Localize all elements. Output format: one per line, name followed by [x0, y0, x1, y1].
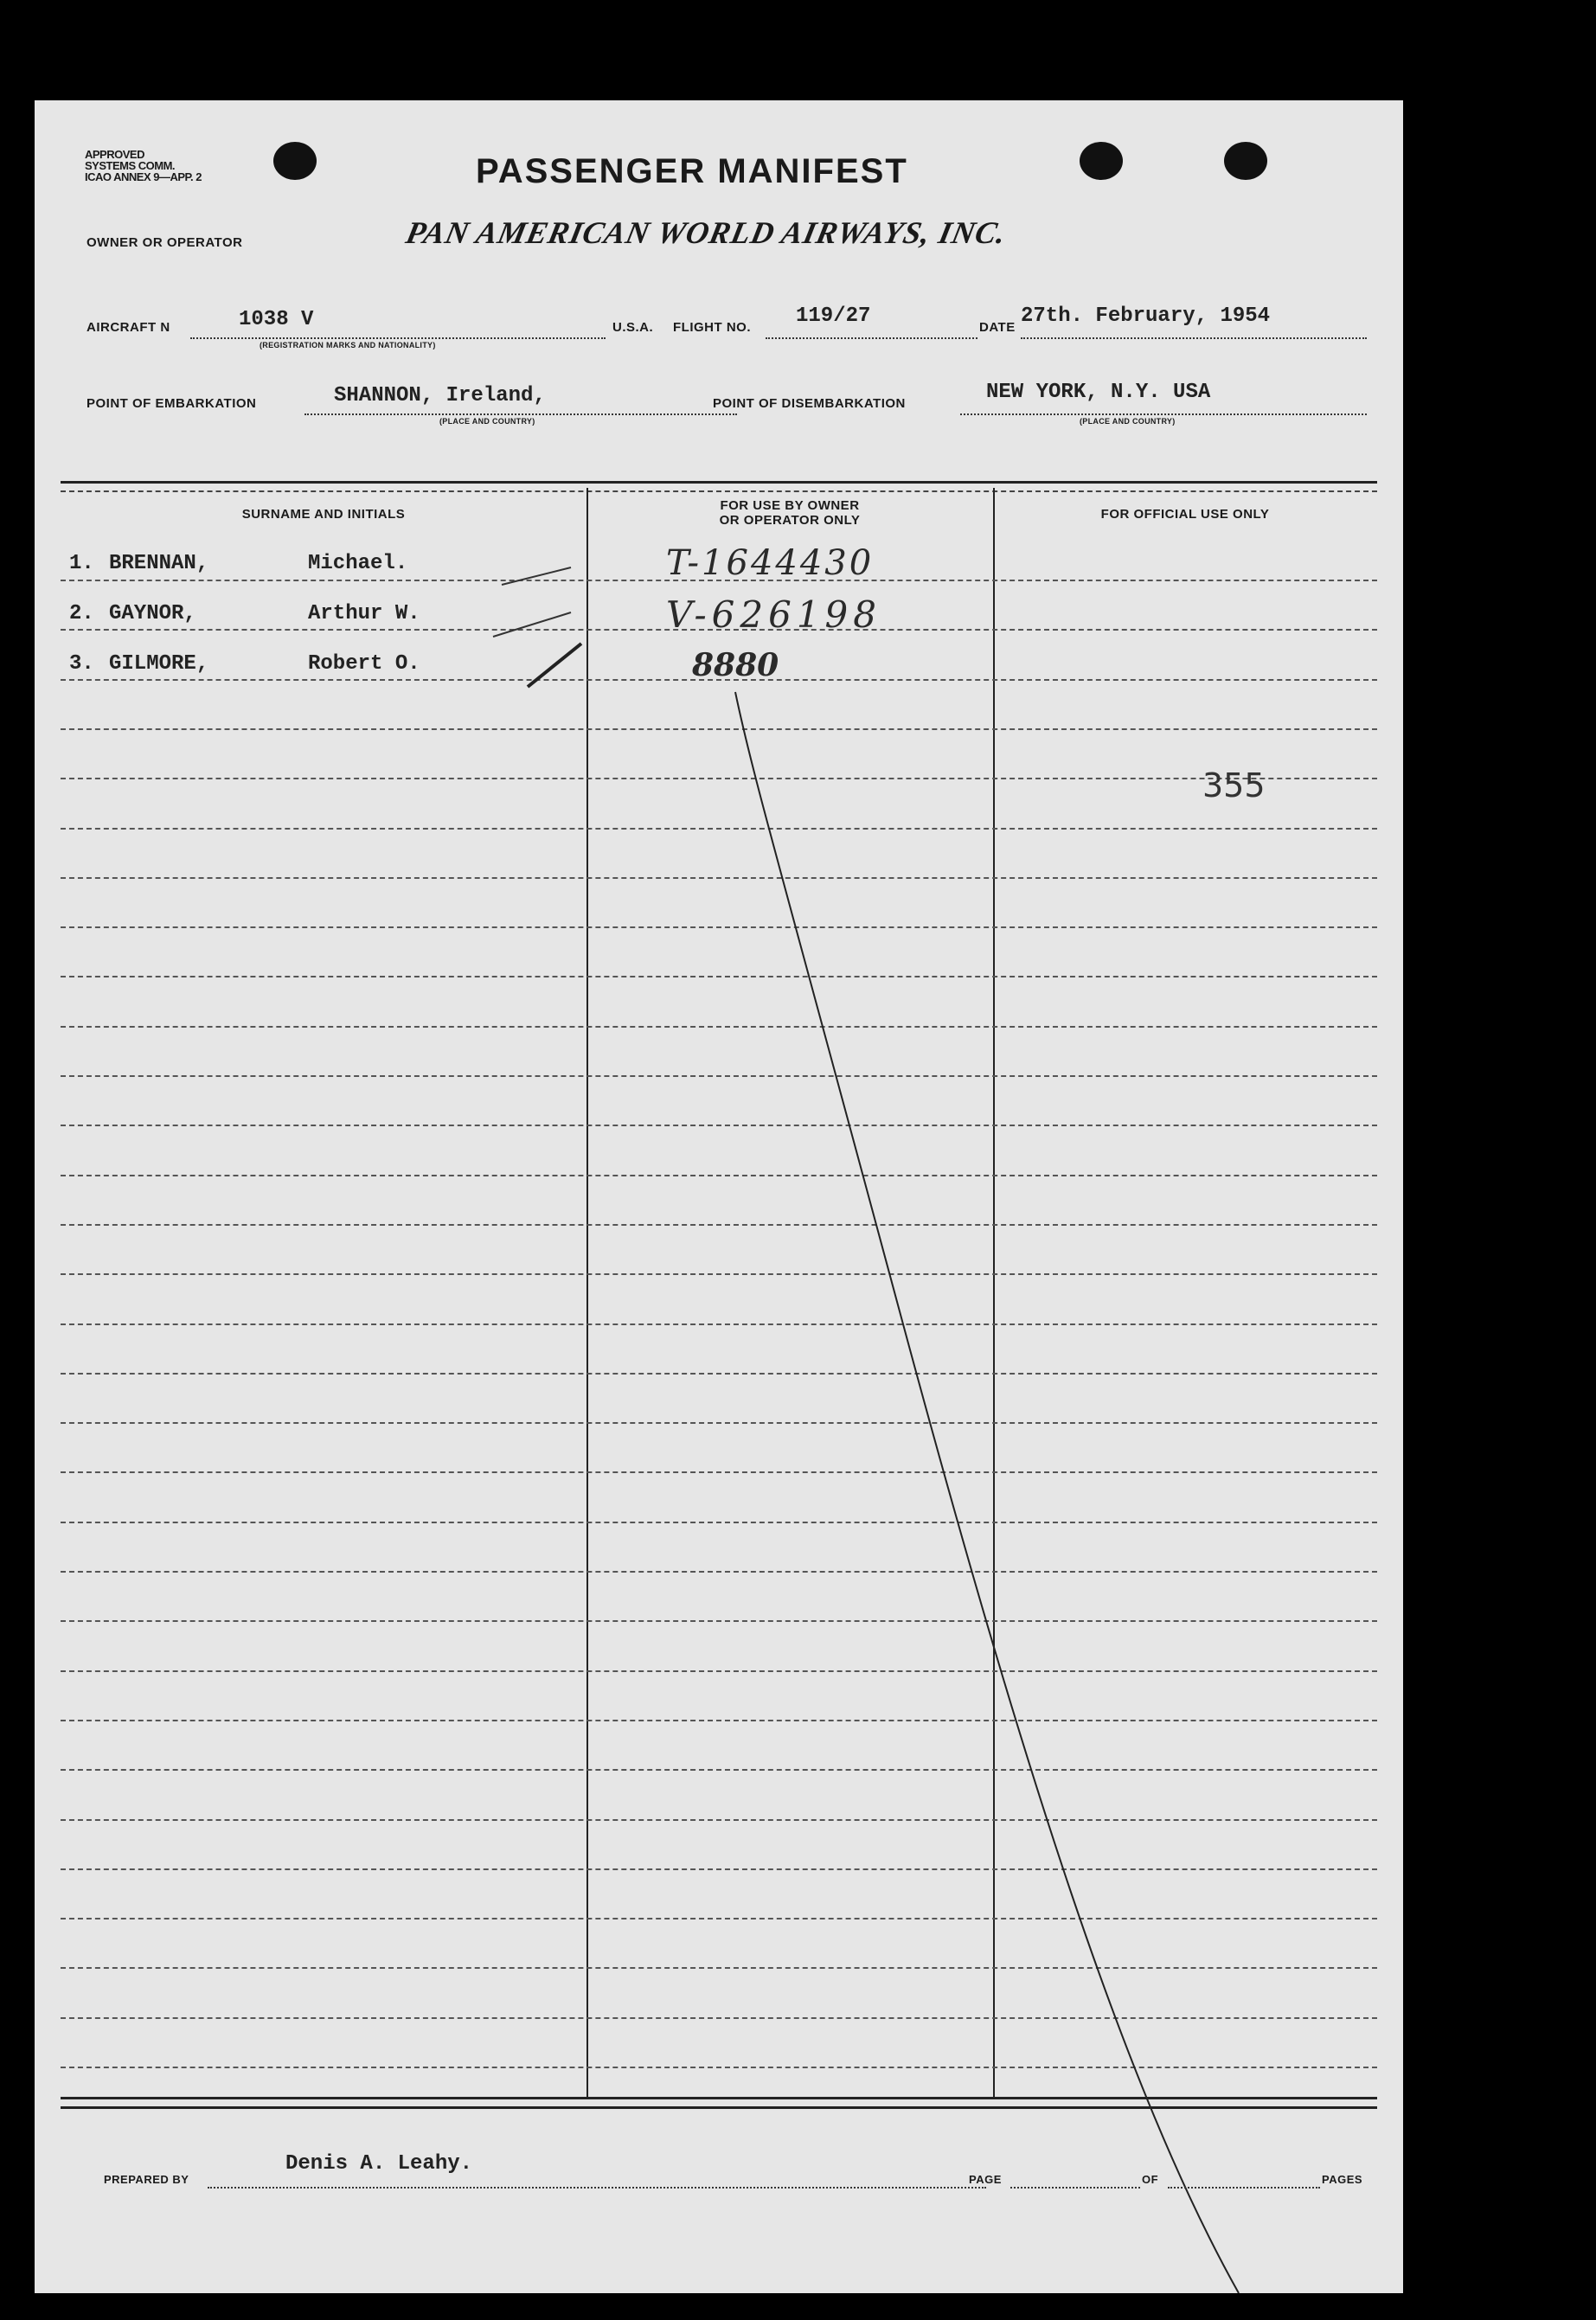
- passenger-2-code: V-626198: [666, 593, 881, 636]
- manifest-sheet: [35, 100, 1403, 2293]
- row-rule: [61, 1720, 1377, 1721]
- prepared-value: Denis A. Leahy.: [285, 2152, 473, 2176]
- embark-caption: (PLACE AND COUNTRY): [439, 417, 535, 426]
- punch-hole-left: [273, 142, 317, 180]
- row-rule: [61, 1125, 1377, 1126]
- registration-caption: (REGISTRATION MARKS AND NATIONALITY): [260, 341, 436, 349]
- prepared-label: PREPARED BY: [104, 2173, 189, 2186]
- date-label: DATE: [979, 320, 1016, 335]
- column-header-surname: SURNAME AND INITIALS: [241, 507, 406, 522]
- flight-label: FLIGHT NO.: [673, 320, 751, 335]
- row-rule: [61, 1422, 1377, 1424]
- row-rule: [61, 1868, 1377, 1870]
- of-label: OF: [1142, 2173, 1159, 2186]
- row-rule: [61, 828, 1377, 830]
- approval-block: [85, 149, 202, 183]
- row-rule: [61, 728, 1377, 730]
- row-rule: [61, 877, 1377, 879]
- row-rule: [61, 1769, 1377, 1771]
- usa-label: U.S.A.: [612, 320, 654, 335]
- manifest-table: [61, 481, 1377, 2199]
- approval-line-3: ICAO ANNEX 9—APP. 2: [85, 170, 202, 183]
- pages-label: PAGES: [1322, 2173, 1363, 2186]
- row-rule: [61, 1075, 1377, 1077]
- passenger-3-number: 3.: [69, 652, 94, 676]
- row-rule: [61, 1918, 1377, 1919]
- punch-hole-center: [1080, 142, 1123, 180]
- row-rule: [61, 1670, 1377, 1672]
- owner-value: PAN AMERICAN WORLD AIRWAYS, INC.: [402, 215, 1010, 250]
- column-header-owner-use-line2: OR OPERATOR ONLY: [719, 513, 861, 528]
- passenger-1-surname: BRENNAN,: [109, 552, 209, 575]
- passenger-2-surname: GAYNOR,: [109, 602, 196, 625]
- row-rule: [61, 926, 1377, 928]
- passenger-3-code: 8880: [692, 647, 779, 683]
- passenger-2-number: 2.: [69, 602, 94, 625]
- row-rule: [61, 1273, 1377, 1275]
- passenger-1-given: Michael.: [308, 552, 408, 575]
- row-rule: [61, 1522, 1377, 1523]
- row-rule: [61, 1026, 1377, 1028]
- disembark-value: NEW YORK, N.Y. USA: [986, 381, 1211, 404]
- passenger-1-number: 1.: [69, 552, 94, 575]
- row-rule: [61, 1323, 1377, 1325]
- row-rule: [61, 2017, 1377, 2019]
- row-rule: [61, 2067, 1377, 2068]
- row-rule: [61, 1571, 1377, 1573]
- aircraft-value: 1038 V: [239, 308, 314, 331]
- punch-hole-right: [1224, 142, 1267, 180]
- row-rule: [61, 976, 1377, 977]
- disembark-label: POINT OF DISEMBARKATION: [713, 396, 906, 411]
- embark-value: SHANNON, Ireland,: [334, 384, 546, 407]
- row-rule: [61, 1967, 1377, 1969]
- column-header-owner-use: [586, 498, 993, 528]
- page-title: PASSENGER MANIFEST: [476, 152, 908, 190]
- page-label: PAGE: [969, 2173, 1002, 2186]
- row-rule: [61, 778, 1377, 779]
- row-rule: [61, 1224, 1377, 1226]
- passenger-3-given: Robert O.: [308, 652, 420, 676]
- disembark-caption: (PLACE AND COUNTRY): [1080, 417, 1176, 426]
- row-rule: [61, 1175, 1377, 1176]
- column-header-owner-use-line1: FOR USE BY OWNER: [720, 498, 860, 513]
- official-use-annotation: 355: [1202, 766, 1266, 804]
- row-rule: [61, 1819, 1377, 1821]
- row-rule: [61, 1471, 1377, 1473]
- flight-value: 119/27: [796, 304, 871, 328]
- owner-label: OWNER OR OPERATOR: [87, 235, 243, 250]
- table-bottom-border: [61, 2097, 1377, 2109]
- row-rule: [61, 1620, 1377, 1622]
- row-rule: [61, 1373, 1377, 1375]
- table-top-border: [61, 481, 1377, 492]
- date-value: 27th. February, 1954: [1021, 304, 1271, 328]
- passenger-3-surname: GILMORE,: [109, 652, 209, 676]
- column-header-official-use: FOR OFFICIAL USE ONLY: [1100, 507, 1270, 522]
- embark-label: POINT OF EMBARKATION: [87, 396, 257, 411]
- passenger-1-code: T-1644430: [666, 543, 875, 583]
- approval-line-2: SYSTEMS COMM.: [85, 159, 176, 172]
- approval-line-1: APPROVED: [85, 148, 144, 161]
- passenger-2-given: Arthur W.: [308, 602, 420, 625]
- aircraft-label: AIRCRAFT N: [87, 320, 170, 335]
